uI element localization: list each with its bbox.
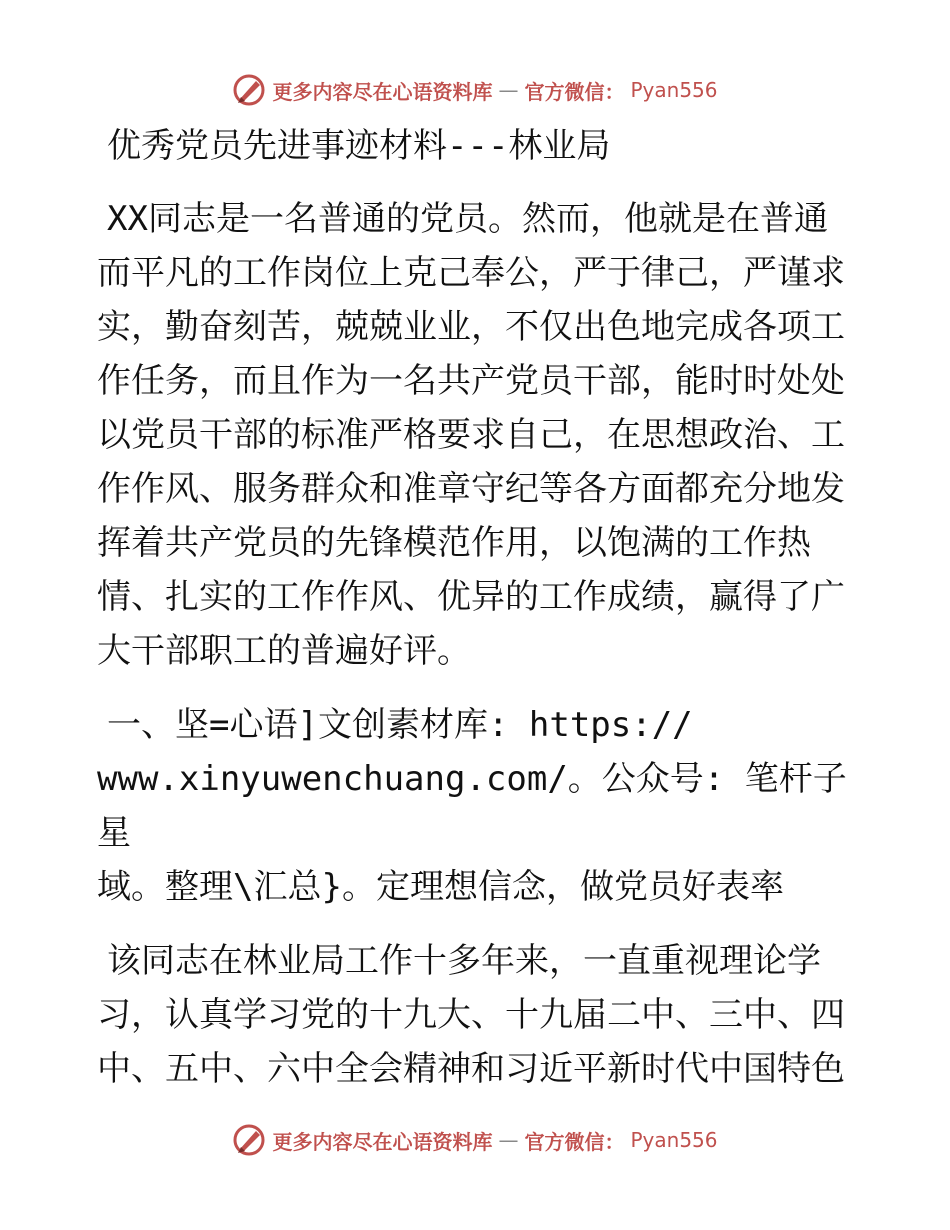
watermark-account: Pyan556 xyxy=(630,78,718,102)
watermark-header xyxy=(0,70,950,110)
pen-circle-logo-icon xyxy=(232,1123,266,1157)
watermark-official-text: 官方微信： xyxy=(524,1129,625,1154)
document-page xyxy=(97,118,857,1116)
watermark-official-text: 官方微信： xyxy=(524,79,625,104)
pen-circle-logo-icon xyxy=(232,73,266,107)
watermark-separator: — xyxy=(498,1128,519,1152)
paragraph-study: 该同志在林业局工作十多年来，一直重视理论学习，认真学习党的十九大、十九届二中、三中、四中、五中、六中全会精神和习近平新时代中国特色 xyxy=(97,941,845,1089)
watermark-main-text: 更多内容尽在心语资料库 xyxy=(272,1129,493,1154)
watermark-account: Pyan556 xyxy=(630,1128,718,1152)
watermark-main-text: 更多内容尽在心语资料库 xyxy=(272,79,493,104)
paragraph-section-heading: 一、坚=心语]文创素材库: https:// www.xinyuwenchuang.com/。公众号: 笔杆子星 域。整理\汇总}。定理想信念，做党员好表率 xyxy=(97,705,847,907)
document-title: 优秀党员先进事迹材料---林业局 xyxy=(107,126,611,166)
paragraph-intro: XX同志是一名普通的党员。然而，他就是在普通而平凡的工作岗位上克己奉公，严于律己，严谨求实，勤奋刻苦，兢兢业业，不仅出色地完成各项工作任务，而且作为一名共产党员干部，能时时处处以党员干部的标准严格要求自己，在思想政治、工作作风、服务群众和准章守纪等各方面都充分地发挥着共产党员的先锋模范作用，以饱满的工作热情、扎实的工作作风、优异的工作成绩，赢得了广大干部职工的普遍好评。 xyxy=(97,199,845,671)
watermark-separator: — xyxy=(498,78,519,102)
watermark-footer xyxy=(0,1120,950,1160)
